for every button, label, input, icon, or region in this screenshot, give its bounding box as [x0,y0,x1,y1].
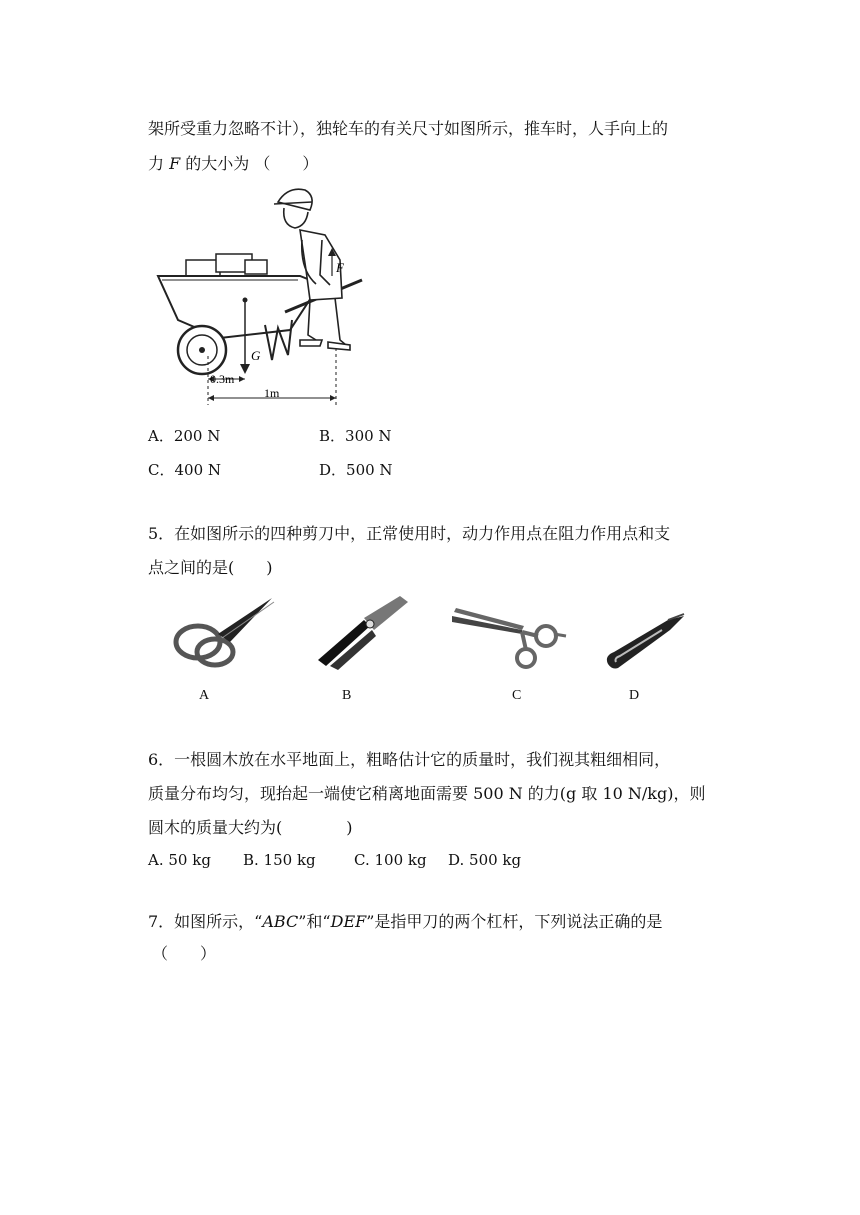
q4-text-line1: 架所受重力忽略不计），独轮车的有关尺寸如图所示，推车时，人手向上的 [148,119,669,138]
scissors-b-label: B [342,688,352,703]
q7-lever-abc: ABC [262,912,299,931]
scissors-c-label: C [512,688,522,703]
q7-text-mid: ”和“ [298,912,331,931]
scissors-a-image [170,594,280,672]
q7-text-line1 [148,912,662,932]
q6-option-a: A. 50 kg [148,851,211,869]
bricks [186,254,267,276]
scissors-a-label: A [199,688,210,703]
scissors-c-image [450,600,570,672]
q5-text-line1: 5．在如图所示的四种剪刀中，正常使用时，动力作用点在阻力作用点和支 [148,524,671,543]
q6-text-line1: 6．一根圆木放在水平地面上，粗略估计它的质量时，我们视其粗细相同， [148,750,671,769]
q4-text-post: 的大小为 （ ） [180,154,319,173]
q7-text-pre: 7．如图所示，“ [148,912,263,931]
q6-option-b: B. 150 kg [243,851,316,869]
q6-text-line2: 质量分布均匀，现抬起一端使它稍离地面需要 500 N 的力(g 取 10 N/kg)，则 [148,784,706,803]
scissors-d-label: D [629,688,640,703]
q4-option-c: C．400 N [148,461,222,479]
q4-option-d: D．500 N [319,461,393,479]
q4-text-pre: 力 [148,154,170,173]
q5-text-line2: 点之间的是( ) [148,558,273,577]
dimension-short: 0.3m [210,372,235,386]
q4-text-line2 [148,154,318,174]
dimension-long: 1m [264,386,280,400]
q7-lever-def: DEF [330,912,367,931]
q4-option-a: A．200 N [148,427,221,445]
q6-text-line3: 圆木的质量大约为( ) [148,818,353,837]
q7-text-line2: （ ） [152,944,217,963]
q6-option-d: D. 500 kg [448,851,522,869]
q4-force-variable: F [169,154,181,173]
wheelbarrow-figure [150,180,380,410]
q6-option-c: C. 100 kg [354,851,427,869]
q4-option-b: B．300 N [319,427,392,445]
scissors-b-image [312,594,412,672]
weight-label: G [251,348,261,363]
scissors-d-image [604,612,686,672]
force-label: F [336,260,344,275]
q7-text-post: ”是指甲刀的两个杠杆，下列说法正确的是 [366,912,663,931]
